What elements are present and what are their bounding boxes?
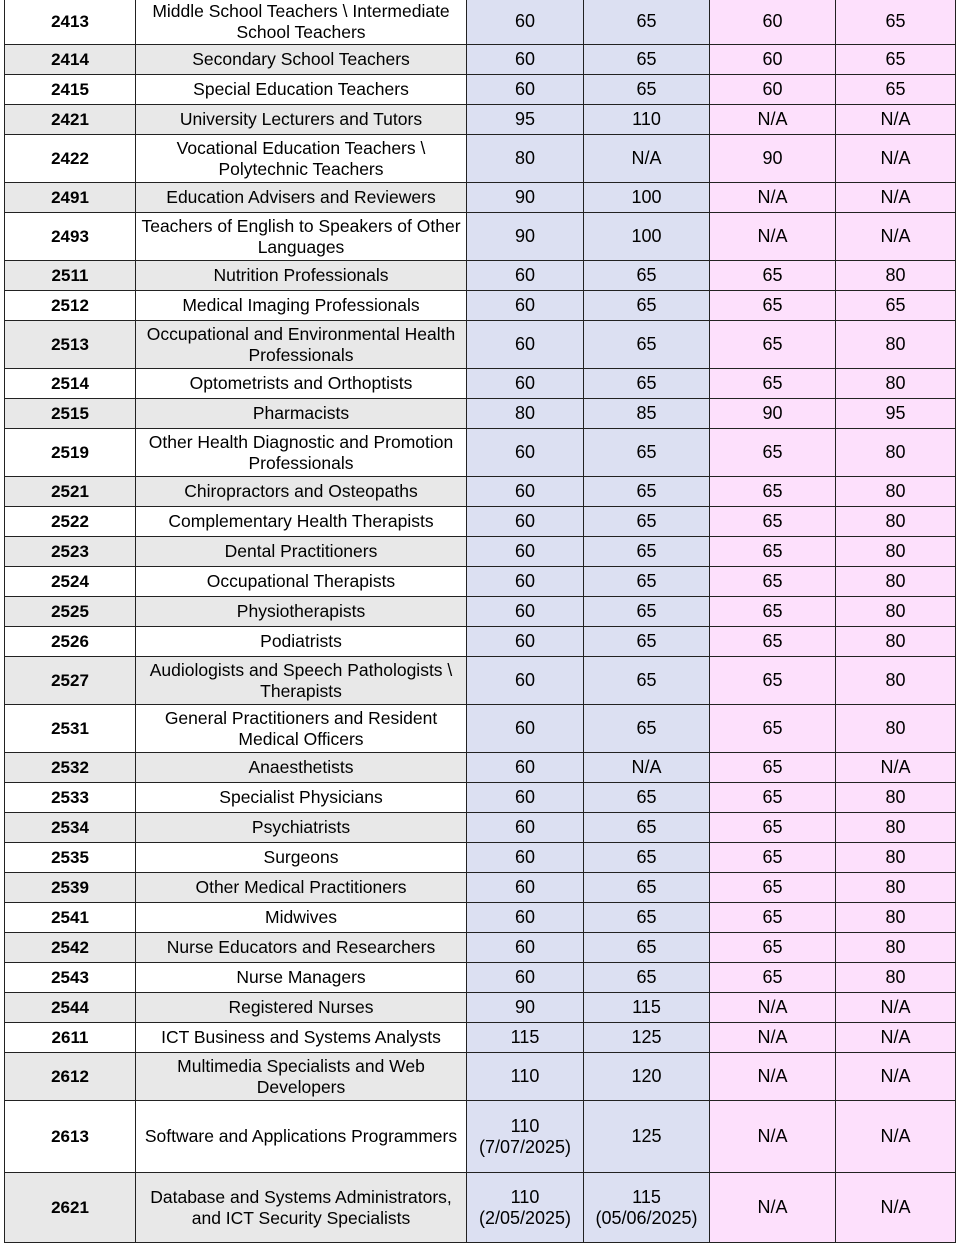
table-row	[5, 75, 956, 105]
threshold-col3-cell: 65	[710, 705, 836, 753]
threshold-col2-cell: 65	[584, 477, 710, 507]
threshold-col4-cell: N/A	[836, 105, 956, 135]
table-row	[5, 843, 956, 873]
occupation-code-cell: 2526	[5, 627, 136, 657]
threshold-col4-cell: N/A	[836, 753, 956, 783]
occupation-code-cell: 2522	[5, 507, 136, 537]
threshold-col1-cell: 60	[467, 903, 584, 933]
occupation-name-cell: Special Education Teachers	[136, 75, 467, 105]
occupation-code-cell: 2621	[5, 1173, 136, 1243]
threshold-col2-cell: 65	[584, 507, 710, 537]
threshold-col2-cell: 120	[584, 1053, 710, 1101]
threshold-col2-cell: 115 (05/06/2025)	[584, 1173, 710, 1243]
threshold-col4-cell: N/A	[836, 213, 956, 261]
threshold-col3-cell: N/A	[710, 1053, 836, 1101]
occupation-code-cell: 2532	[5, 753, 136, 783]
occupation-name-cell: Midwives	[136, 903, 467, 933]
threshold-col1-cell: 60	[467, 321, 584, 369]
table-row	[5, 903, 956, 933]
occupation-name-cell: Nurse Managers	[136, 963, 467, 993]
occupation-code-cell: 2493	[5, 213, 136, 261]
occupation-name-cell: Complementary Health Therapists	[136, 507, 467, 537]
table-row	[5, 45, 956, 75]
occupation-code-cell: 2515	[5, 399, 136, 429]
threshold-col2-cell: 100	[584, 183, 710, 213]
threshold-col3-cell: 65	[710, 321, 836, 369]
occupation-code-cell: 2422	[5, 135, 136, 183]
table-body	[5, 0, 956, 1243]
threshold-col4-cell: 80	[836, 537, 956, 567]
occupation-code-cell: 2524	[5, 567, 136, 597]
threshold-col4-cell: 80	[836, 507, 956, 537]
threshold-col3-cell: 60	[710, 45, 836, 75]
threshold-col4-cell: 80	[836, 261, 956, 291]
occupation-code-cell: 2544	[5, 993, 136, 1023]
table-row	[5, 627, 956, 657]
threshold-col1-cell: 60	[467, 963, 584, 993]
threshold-col4-cell: 80	[836, 813, 956, 843]
threshold-col3-cell: 65	[710, 429, 836, 477]
threshold-col4-cell: 80	[836, 567, 956, 597]
occupation-code-cell: 2514	[5, 369, 136, 399]
occupation-name-cell: Physiotherapists	[136, 597, 467, 627]
occupation-name-cell: Software and Applications Programmers	[136, 1101, 467, 1173]
threshold-col4-cell: 80	[836, 627, 956, 657]
occupation-code-cell: 2519	[5, 429, 136, 477]
threshold-col1-cell: 60	[467, 753, 584, 783]
table-row	[5, 705, 956, 753]
threshold-col1-cell: 60	[467, 507, 584, 537]
table-row	[5, 813, 956, 843]
occupation-code-cell: 2523	[5, 537, 136, 567]
threshold-col4-cell: 65	[836, 45, 956, 75]
table-row	[5, 993, 956, 1023]
threshold-col2-cell: 65	[584, 429, 710, 477]
threshold-col1-cell: 60	[467, 477, 584, 507]
table-row	[5, 507, 956, 537]
occupation-code-cell: 2413	[5, 0, 136, 45]
occupation-code-cell: 2531	[5, 705, 136, 753]
threshold-col1-cell: 60	[467, 45, 584, 75]
occupation-name-cell: Medical Imaging Professionals	[136, 291, 467, 321]
occupation-code-cell: 2539	[5, 873, 136, 903]
threshold-col3-cell: N/A	[710, 213, 836, 261]
threshold-col2-cell: 100	[584, 213, 710, 261]
threshold-col1-cell: 110 (7/07/2025)	[467, 1101, 584, 1173]
table-row	[5, 1101, 956, 1173]
table-row	[5, 135, 956, 183]
threshold-col3-cell: 65	[710, 873, 836, 903]
threshold-col2-cell: 65	[584, 0, 710, 45]
table-row	[5, 291, 956, 321]
occupation-code-cell: 2535	[5, 843, 136, 873]
occupation-name-cell: Nutrition Professionals	[136, 261, 467, 291]
threshold-col2-cell: N/A	[584, 135, 710, 183]
threshold-col3-cell: N/A	[710, 1173, 836, 1243]
threshold-col4-cell: 65	[836, 75, 956, 105]
threshold-col2-cell: 65	[584, 783, 710, 813]
threshold-col4-cell: 95	[836, 399, 956, 429]
occupation-code-cell: 2527	[5, 657, 136, 705]
threshold-col4-cell: N/A	[836, 1053, 956, 1101]
occupation-name-cell: Middle School Teachers \ Intermediate School Teachers	[136, 0, 467, 45]
threshold-col3-cell: 60	[710, 75, 836, 105]
threshold-col1-cell: 60	[467, 537, 584, 567]
threshold-col2-cell: 65	[584, 597, 710, 627]
threshold-col1-cell: 80	[467, 399, 584, 429]
occupation-code-cell: 2534	[5, 813, 136, 843]
occupation-name-cell: Vocational Education Teachers \ Polytechnic Teachers	[136, 135, 467, 183]
occupation-name-cell: Dental Practitioners	[136, 537, 467, 567]
threshold-col3-cell: N/A	[710, 1101, 836, 1173]
occupation-name-cell: Occupational Therapists	[136, 567, 467, 597]
threshold-col4-cell: 80	[836, 477, 956, 507]
occupation-code-cell: 2613	[5, 1101, 136, 1173]
threshold-col1-cell: 110	[467, 1053, 584, 1101]
table-row	[5, 537, 956, 567]
threshold-col2-cell: 65	[584, 291, 710, 321]
threshold-col3-cell: 65	[710, 369, 836, 399]
occupation-name-cell: Teachers of English to Speakers of Other Languages	[136, 213, 467, 261]
threshold-col1-cell: 95	[467, 105, 584, 135]
table-row	[5, 477, 956, 507]
threshold-col3-cell: 65	[710, 537, 836, 567]
threshold-col1-cell: 60	[467, 291, 584, 321]
table-row	[5, 567, 956, 597]
threshold-col3-cell: 60	[710, 0, 836, 45]
occupation-code-cell: 2525	[5, 597, 136, 627]
threshold-col3-cell: 65	[710, 813, 836, 843]
threshold-col3-cell: 65	[710, 843, 836, 873]
table-row	[5, 597, 956, 627]
occupation-name-cell: Registered Nurses	[136, 993, 467, 1023]
table-row	[5, 873, 956, 903]
threshold-col3-cell: 65	[710, 261, 836, 291]
table-row	[5, 429, 956, 477]
threshold-col3-cell: N/A	[710, 993, 836, 1023]
threshold-col1-cell: 60	[467, 0, 584, 45]
occupation-name-cell: Surgeons	[136, 843, 467, 873]
threshold-col4-cell: 80	[836, 903, 956, 933]
threshold-col1-cell: 60	[467, 783, 584, 813]
occupation-name-cell: Other Health Diagnostic and Promotion Professionals	[136, 429, 467, 477]
occupation-code-cell: 2512	[5, 291, 136, 321]
table-row	[5, 753, 956, 783]
threshold-col2-cell: 65	[584, 45, 710, 75]
threshold-col1-cell: 80	[467, 135, 584, 183]
threshold-col3-cell: 65	[710, 657, 836, 705]
threshold-col1-cell: 60	[467, 567, 584, 597]
threshold-col2-cell: 65	[584, 705, 710, 753]
threshold-col1-cell: 110 (2/05/2025)	[467, 1173, 584, 1243]
threshold-col3-cell: 65	[710, 933, 836, 963]
threshold-col2-cell: 65	[584, 873, 710, 903]
occupation-name-cell: Occupational and Environmental Health Professionals	[136, 321, 467, 369]
threshold-col2-cell: 110	[584, 105, 710, 135]
threshold-col3-cell: 65	[710, 903, 836, 933]
threshold-col2-cell: 65	[584, 567, 710, 597]
table-row	[5, 1053, 956, 1101]
threshold-col3-cell: 65	[710, 783, 836, 813]
table-row	[5, 399, 956, 429]
threshold-col1-cell: 60	[467, 933, 584, 963]
threshold-col4-cell: 80	[836, 783, 956, 813]
threshold-col1-cell: 60	[467, 75, 584, 105]
table-row	[5, 0, 956, 45]
threshold-col2-cell: 65	[584, 963, 710, 993]
threshold-col4-cell: N/A	[836, 183, 956, 213]
threshold-col2-cell: 125	[584, 1101, 710, 1173]
occupation-name-cell: Secondary School Teachers	[136, 45, 467, 75]
threshold-col1-cell: 60	[467, 843, 584, 873]
threshold-col1-cell: 60	[467, 429, 584, 477]
occupation-code-cell: 2521	[5, 477, 136, 507]
threshold-col3-cell: 65	[710, 477, 836, 507]
occupation-name-cell: Optometrists and Orthoptists	[136, 369, 467, 399]
threshold-col3-cell: N/A	[710, 105, 836, 135]
threshold-col4-cell: 80	[836, 843, 956, 873]
threshold-col2-cell: N/A	[584, 753, 710, 783]
threshold-col3-cell: 65	[710, 291, 836, 321]
occupation-name-cell: Audiologists and Speech Pathologists \ Therapists	[136, 657, 467, 705]
threshold-col3-cell: 65	[710, 753, 836, 783]
table-row	[5, 213, 956, 261]
threshold-col2-cell: 65	[584, 627, 710, 657]
threshold-col3-cell: 65	[710, 567, 836, 597]
threshold-col1-cell: 60	[467, 261, 584, 291]
occupation-code-cell: 2543	[5, 963, 136, 993]
occupation-code-cell: 2513	[5, 321, 136, 369]
table-row	[5, 657, 956, 705]
threshold-col4-cell: 80	[836, 321, 956, 369]
threshold-col4-cell: N/A	[836, 1023, 956, 1053]
threshold-col2-cell: 85	[584, 399, 710, 429]
occupation-name-cell: Specialist Physicians	[136, 783, 467, 813]
threshold-col2-cell: 65	[584, 369, 710, 399]
threshold-col3-cell: N/A	[710, 1023, 836, 1053]
occupation-name-cell: ICT Business and Systems Analysts	[136, 1023, 467, 1053]
threshold-col3-cell: 65	[710, 963, 836, 993]
threshold-col3-cell: 65	[710, 507, 836, 537]
threshold-col4-cell: 80	[836, 657, 956, 705]
threshold-col3-cell: 90	[710, 135, 836, 183]
threshold-col2-cell: 65	[584, 261, 710, 291]
occupation-code-cell: 2414	[5, 45, 136, 75]
threshold-col4-cell: 65	[836, 291, 956, 321]
table-row	[5, 105, 956, 135]
occupation-code-cell: 2421	[5, 105, 136, 135]
occupation-name-cell: Other Medical Practitioners	[136, 873, 467, 903]
table-row	[5, 783, 956, 813]
occupation-code-cell: 2491	[5, 183, 136, 213]
threshold-col3-cell: 65	[710, 597, 836, 627]
threshold-col2-cell: 65	[584, 933, 710, 963]
threshold-col4-cell: 80	[836, 429, 956, 477]
occupation-code-cell: 2541	[5, 903, 136, 933]
table-row	[5, 183, 956, 213]
occupation-code-cell: 2533	[5, 783, 136, 813]
threshold-col1-cell: 115	[467, 1023, 584, 1053]
threshold-col4-cell: 80	[836, 933, 956, 963]
threshold-col1-cell: 60	[467, 873, 584, 903]
occupation-code-cell: 2542	[5, 933, 136, 963]
table-row	[5, 1023, 956, 1053]
occupation-name-cell: Database and Systems Administrators, and ICT Security Specialists	[136, 1173, 467, 1243]
threshold-col2-cell: 65	[584, 903, 710, 933]
threshold-col2-cell: 65	[584, 657, 710, 705]
table-row	[5, 261, 956, 291]
threshold-col2-cell: 125	[584, 1023, 710, 1053]
threshold-col3-cell: N/A	[710, 183, 836, 213]
threshold-col1-cell: 60	[467, 813, 584, 843]
threshold-col4-cell: 80	[836, 597, 956, 627]
table-row	[5, 933, 956, 963]
occupation-name-cell: Psychiatrists	[136, 813, 467, 843]
occupation-name-cell: Multimedia Specialists and Web Developers	[136, 1053, 467, 1101]
threshold-col1-cell: 90	[467, 183, 584, 213]
occupation-code-cell: 2612	[5, 1053, 136, 1101]
threshold-col2-cell: 65	[584, 843, 710, 873]
threshold-col4-cell: N/A	[836, 993, 956, 1023]
threshold-col1-cell: 60	[467, 627, 584, 657]
threshold-col4-cell: 65	[836, 0, 956, 45]
threshold-col2-cell: 65	[584, 537, 710, 567]
occupation-name-cell: Pharmacists	[136, 399, 467, 429]
occupation-name-cell: Podiatrists	[136, 627, 467, 657]
occupation-code-cell: 2511	[5, 261, 136, 291]
table-row	[5, 369, 956, 399]
occupation-table	[4, 0, 956, 1243]
table-row	[5, 963, 956, 993]
occupation-name-cell: General Practitioners and Resident Medical Officers	[136, 705, 467, 753]
threshold-col2-cell: 65	[584, 75, 710, 105]
threshold-col2-cell: 115	[584, 993, 710, 1023]
threshold-col4-cell: 80	[836, 369, 956, 399]
occupation-name-cell: Nurse Educators and Researchers	[136, 933, 467, 963]
threshold-col1-cell: 60	[467, 369, 584, 399]
threshold-col2-cell: 65	[584, 813, 710, 843]
occupation-name-cell: Education Advisers and Reviewers	[136, 183, 467, 213]
occupation-name-cell: Anaesthetists	[136, 753, 467, 783]
table-row	[5, 1173, 956, 1243]
threshold-col1-cell: 60	[467, 597, 584, 627]
threshold-col4-cell: 80	[836, 963, 956, 993]
threshold-col1-cell: 90	[467, 213, 584, 261]
occupation-code-cell: 2415	[5, 75, 136, 105]
threshold-col4-cell: 80	[836, 705, 956, 753]
threshold-col4-cell: N/A	[836, 1101, 956, 1173]
threshold-col1-cell: 60	[467, 705, 584, 753]
occupation-code-cell: 2611	[5, 1023, 136, 1053]
threshold-col1-cell: 60	[467, 657, 584, 705]
threshold-col4-cell: 80	[836, 873, 956, 903]
threshold-col3-cell: 90	[710, 399, 836, 429]
threshold-col2-cell: 65	[584, 321, 710, 369]
occupation-name-cell: University Lecturers and Tutors	[136, 105, 467, 135]
threshold-col3-cell: 65	[710, 627, 836, 657]
threshold-col1-cell: 90	[467, 993, 584, 1023]
threshold-col4-cell: N/A	[836, 135, 956, 183]
table-row	[5, 321, 956, 369]
threshold-col4-cell: N/A	[836, 1173, 956, 1243]
occupation-name-cell: Chiropractors and Osteopaths	[136, 477, 467, 507]
